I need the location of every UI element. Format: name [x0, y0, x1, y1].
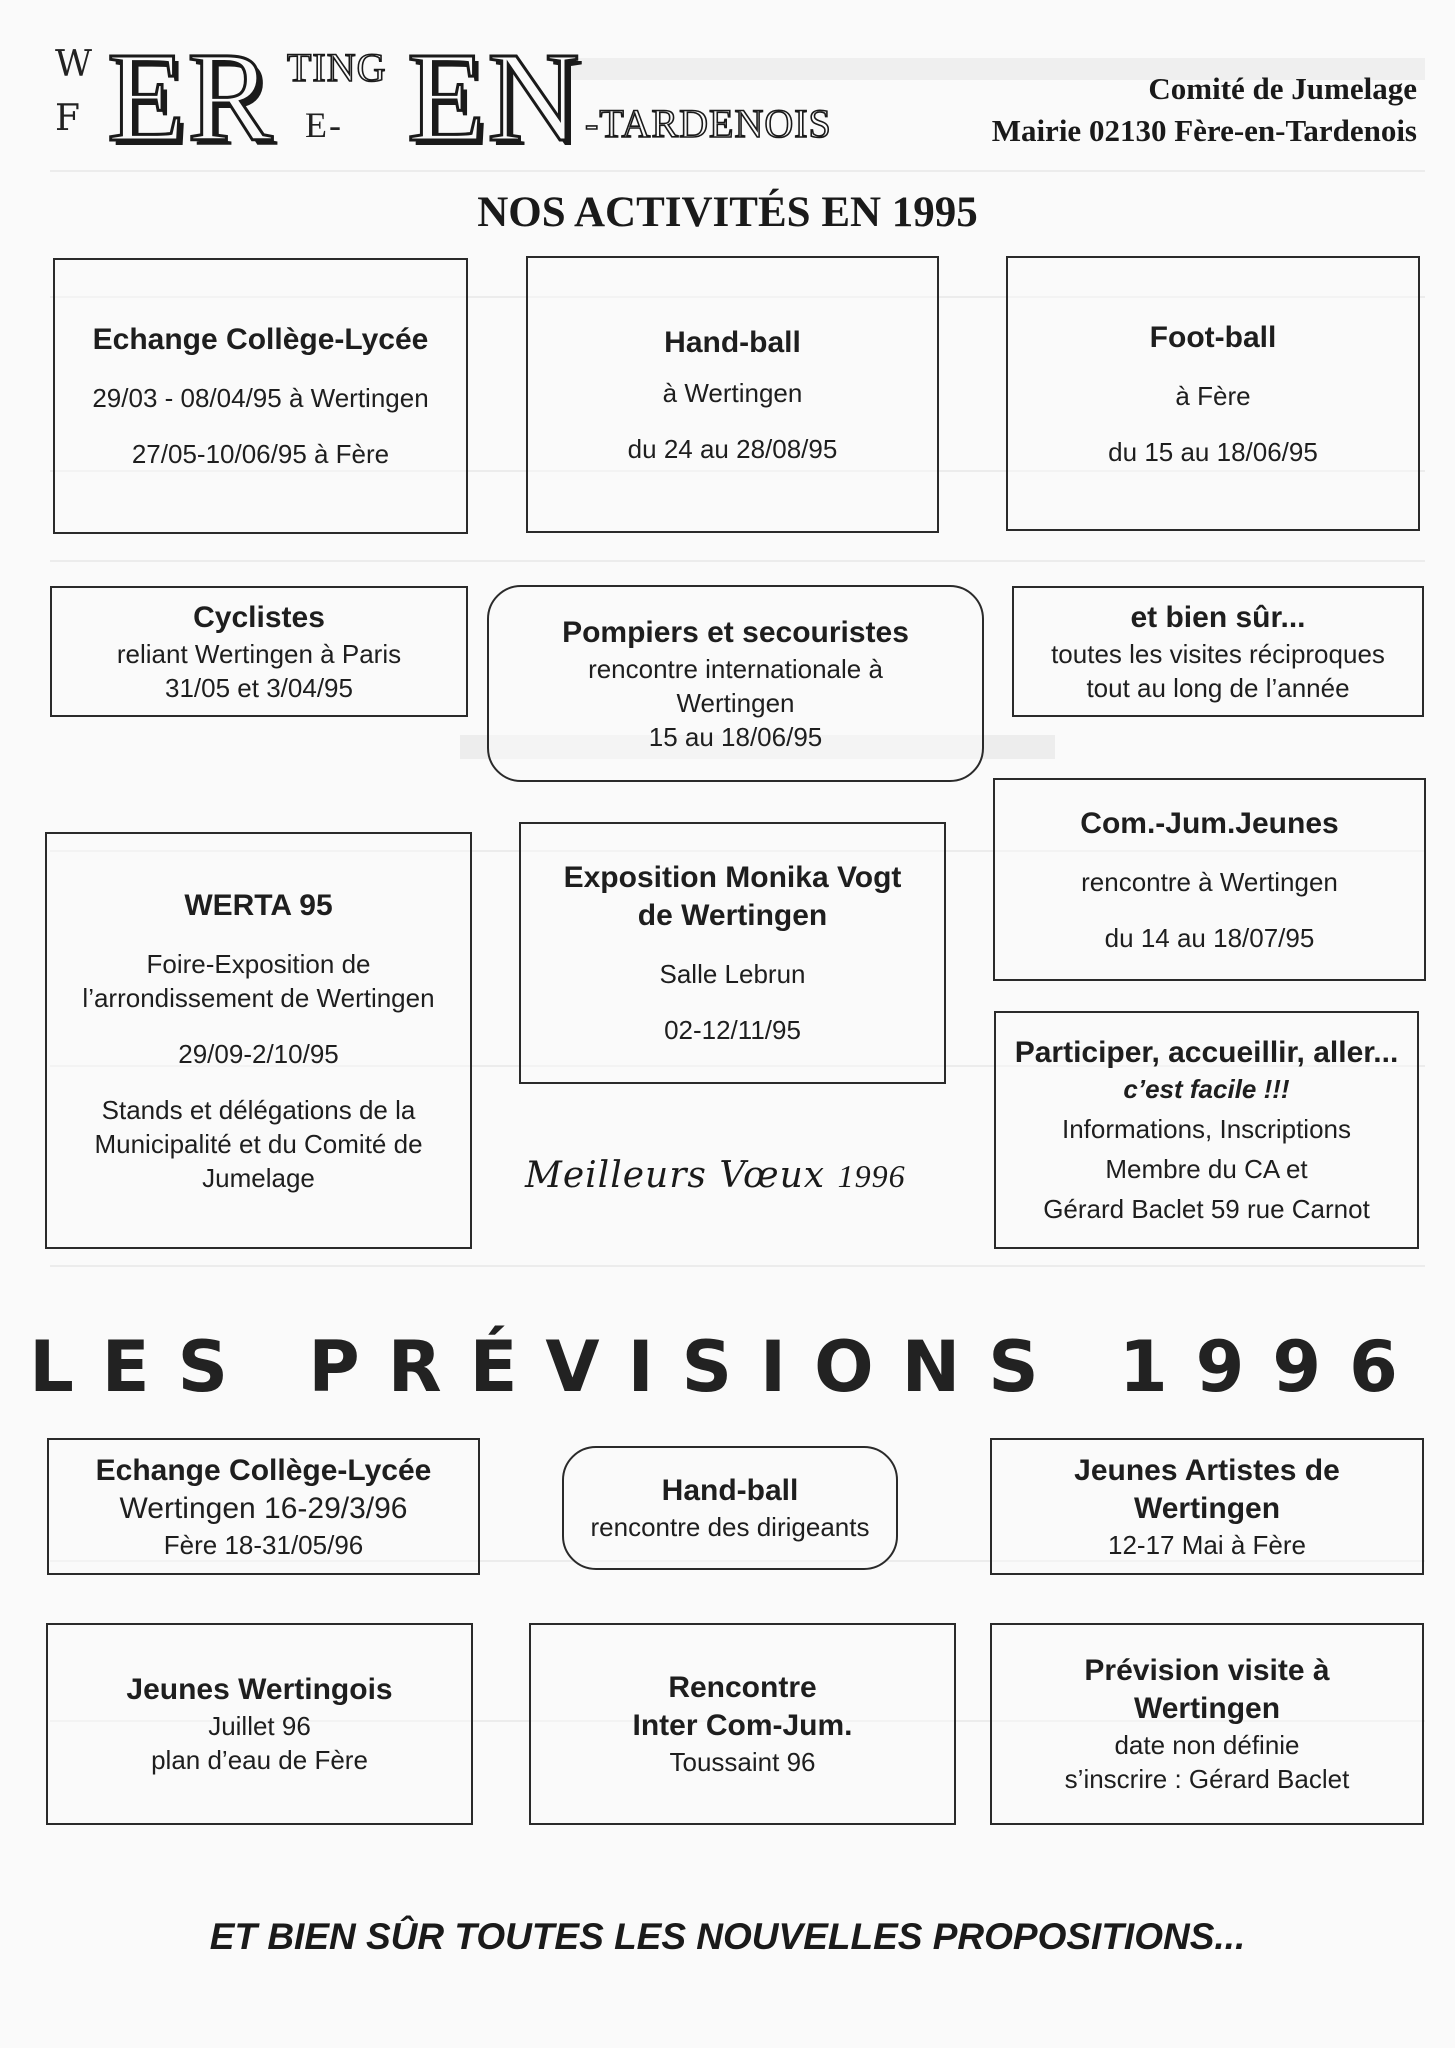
greetings-text: Meilleurs Vœux [525, 1155, 826, 1196]
activities-title: NOS ACTIVITÉS EN 1995 [477, 189, 978, 236]
activity-box-football [1006, 256, 1420, 531]
committee-name: Comité de Jumelage [1148, 71, 1417, 106]
prevision-title: Wertingen [1133, 1692, 1281, 1725]
twinning-logo [55, 26, 895, 168]
activity-line: reliant Wertingen à Paris [116, 638, 402, 669]
activity-box-exposition [519, 822, 946, 1084]
footer-slogan: ET BIEN SÛR TOUTES LES NOUVELLES PROPOSITIONS... [209, 1916, 1246, 1957]
activity-line: Informations, Inscriptions [1061, 1114, 1351, 1144]
activity-line: 27/05-10/06/95 à Fère [131, 439, 390, 469]
season-greetings [525, 1155, 906, 1196]
activity-title: de Wertingen [637, 899, 828, 932]
bleed-through-line [50, 1265, 1425, 1267]
activity-line: 02-12/11/95 [664, 1015, 801, 1045]
activity-line: Municipalité et du Comité de [94, 1128, 423, 1159]
activity-title: Exposition Monika Vogt [563, 861, 902, 894]
activity-line: 31/05 et 3/04/95 [165, 672, 353, 703]
activity-title: Pompiers et secouristes [562, 615, 909, 649]
activity-line: rencontre internationale à [588, 653, 883, 684]
prevision-line: rencontre des dirigeants [590, 1512, 870, 1542]
activity-line: 15 au 18/06/95 [648, 721, 823, 752]
activity-line: Wertingen [676, 687, 795, 718]
committee-address [992, 68, 1417, 152]
activity-line: Stands et délégations de la [101, 1094, 416, 1125]
activity-line: rencontre à Wertingen [1081, 866, 1338, 897]
activity-box-comjum [993, 778, 1426, 981]
activity-title: Foot-ball [1149, 320, 1277, 354]
greetings-year: 1996 [837, 1158, 906, 1194]
logo-letter-f: F [55, 98, 82, 139]
activity-title: Echange Collège-Lycée [92, 323, 429, 356]
activity-line: tout au long de l’année [1086, 672, 1350, 703]
activity-title: Hand-ball [664, 325, 801, 359]
prevision-line: s’inscrire : Gérard Baclet [1064, 1764, 1350, 1794]
activity-title: WERTA 95 [184, 888, 333, 922]
logo-ting: TING [287, 45, 387, 90]
activity-line: du 24 au 28/08/95 [627, 433, 838, 464]
logo-letter-w: W [55, 44, 95, 85]
prevision-title: Echange Collège-Lycée [95, 1453, 432, 1487]
prevision-box-rencontre [529, 1623, 956, 1825]
activity-title: Cyclistes [193, 600, 325, 634]
activity-line: l’arrondissement de Wertingen [82, 982, 435, 1013]
logo-e-dash: E- [305, 105, 343, 145]
prevision-title: Rencontre [668, 1671, 817, 1704]
logo-en: EN [407, 26, 582, 168]
activity-line: Membre du CA et [1105, 1154, 1308, 1184]
prevision-title: Wertingen [1133, 1491, 1281, 1525]
activity-line: Gérard Baclet 59 rue Carnot [1043, 1194, 1370, 1224]
prevision-box-artistes [990, 1438, 1424, 1575]
activity-line: Foire-Exposition de [146, 948, 371, 979]
activity-box-werta [45, 832, 472, 1249]
prevision-box-handball [562, 1446, 898, 1570]
prevision-title: Hand-ball [661, 1474, 799, 1507]
bleed-through-line [50, 560, 1425, 562]
prevision-line: plan d’eau de Fère [151, 1745, 368, 1775]
prevision-title: Jeunes Wertingois [126, 1673, 393, 1706]
activity-line: du 14 au 18/07/95 [1104, 922, 1315, 953]
activity-line: du 15 au 18/06/95 [1108, 436, 1318, 467]
prevision-line: 12-17 Mai à Fère [1108, 1529, 1306, 1560]
activity-title: et bien sûr... [1130, 600, 1306, 634]
prevision-title: Inter Com-Jum. [632, 1709, 853, 1742]
logo-tardenois: -TARDENOIS [585, 101, 832, 146]
prevision-title: Prévision visite à [1084, 1654, 1330, 1687]
activity-title: Com.-Jum.Jeunes [1080, 806, 1339, 840]
activity-line: 29/09-2/10/95 [178, 1038, 339, 1069]
committee-mairie: Mairie 02130 Fère-en-Tardenois [991, 113, 1417, 148]
prevision-line: Fère 18-31/05/96 [163, 1529, 364, 1560]
activity-box-pompiers [487, 585, 984, 782]
prevision-box-echange [47, 1438, 480, 1575]
activity-box-echange [53, 258, 468, 534]
prevision-line: Juillet 96 [208, 1711, 311, 1741]
activity-line: Jumelage [202, 1162, 315, 1193]
prevision-line: Wertingen 16-29/3/96 [119, 1491, 408, 1525]
activity-line: toutes les visites réciproques [1051, 638, 1385, 669]
activity-line: à Fère [1175, 380, 1251, 411]
prevision-box-jeunes [46, 1623, 473, 1825]
activity-line: c’est facile !!! [1123, 1074, 1290, 1104]
prevision-title: Jeunes Artistes de [1074, 1453, 1340, 1487]
prevision-box-visite [990, 1623, 1424, 1825]
activity-line: Salle Lebrun [659, 959, 806, 989]
activity-box-participer [994, 1011, 1419, 1249]
activity-title: Participer, accueillir, aller... [1014, 1036, 1399, 1069]
activity-box-bien-sur [1012, 586, 1424, 717]
activity-line: à Wertingen [662, 377, 803, 408]
prevision-line: date non définie [1114, 1730, 1300, 1760]
activity-box-handball [526, 256, 939, 533]
logo-er: ER [107, 26, 275, 168]
activity-line: 29/03 - 08/04/95 à Wertingen [92, 383, 429, 413]
previsions-title: LES PRÉVISIONS 1996 [29, 1326, 1426, 1408]
bleed-through-line [50, 170, 1425, 172]
activity-box-cyclistes [50, 586, 468, 717]
prevision-line: Toussaint 96 [669, 1747, 816, 1777]
